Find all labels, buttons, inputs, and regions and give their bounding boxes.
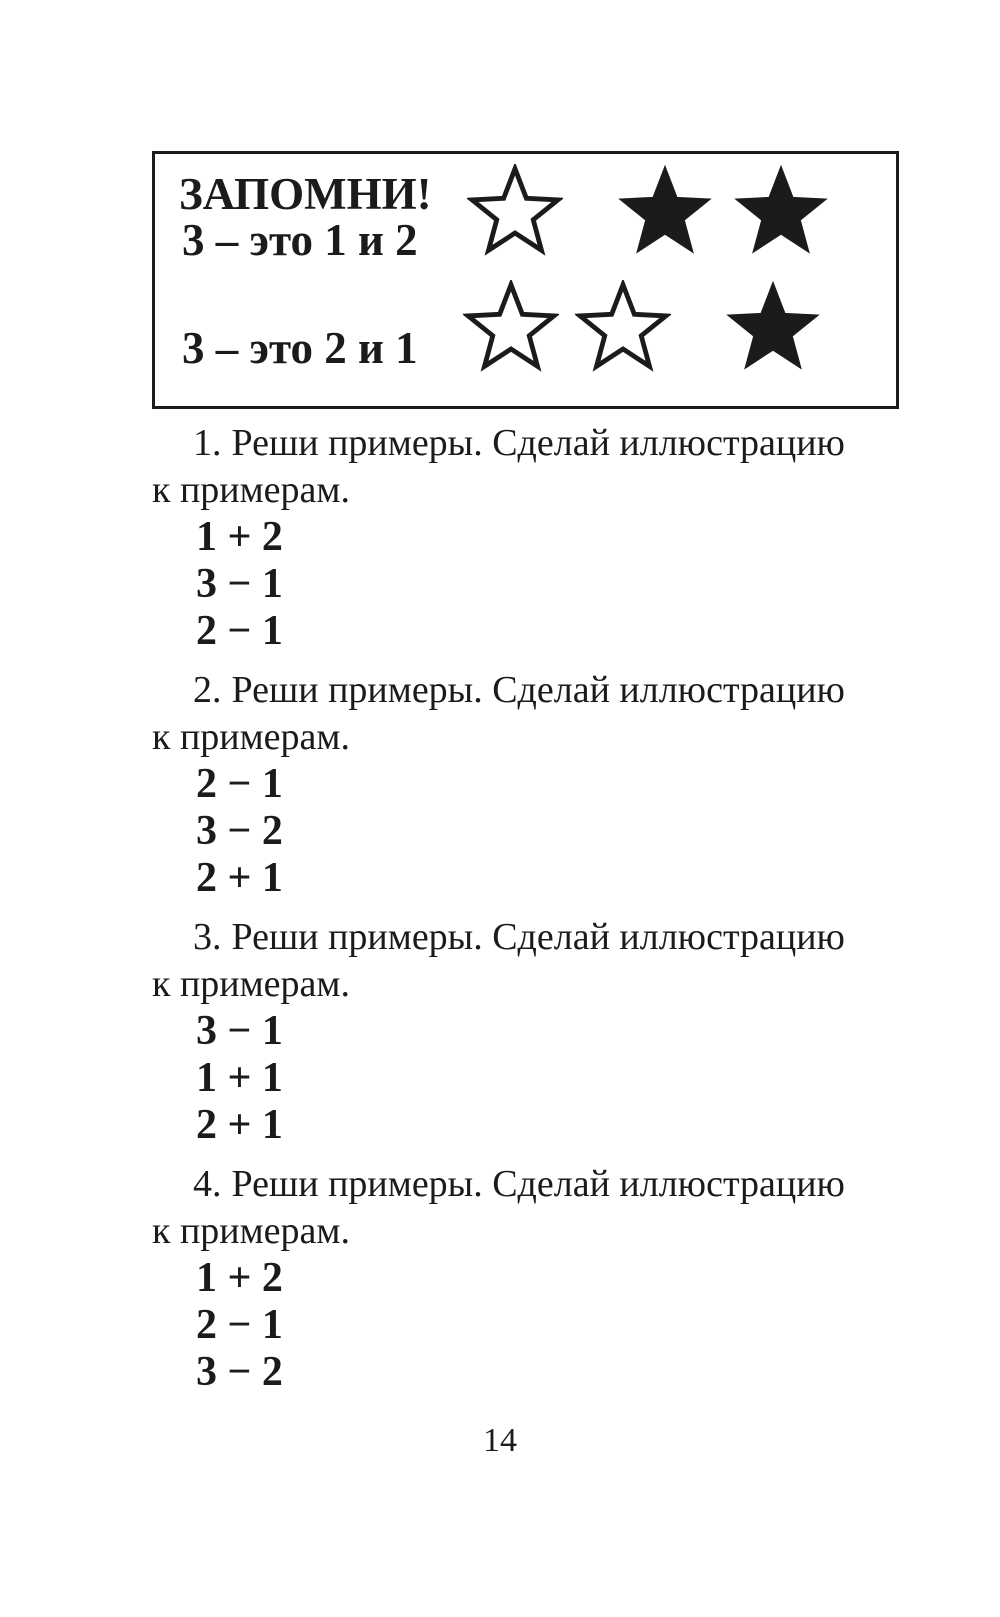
problem: 1 + 2: [196, 514, 283, 560]
problem: 2 − 1: [196, 761, 283, 807]
star-filled-icon: [617, 164, 713, 256]
problem: 3 − 2: [196, 1349, 283, 1395]
exercise-instruction-line2: к примерам.: [152, 1210, 350, 1252]
problem: 2 − 1: [196, 1302, 283, 1348]
page-number: 14: [483, 1422, 517, 1459]
exercise-3-problems: [196, 1008, 922, 1149]
exercise-instruction-line1: Реши примеры. Сделай иллюстрацию: [231, 916, 845, 958]
problem: 2 − 1: [196, 608, 283, 654]
star-outline-icon: [575, 280, 671, 372]
exercise-1-heading: [152, 420, 922, 514]
exercise-3: [152, 914, 922, 1149]
exercise-1-problems: [196, 514, 922, 655]
exercise-instruction-line1: Реши примеры. Сделай иллюстрацию: [231, 669, 845, 711]
star-filled-icon: [725, 280, 821, 372]
problem: 2 + 1: [196, 1102, 283, 1148]
exercise-number: 4.: [193, 1163, 222, 1205]
exercise-number: 1.: [193, 422, 222, 464]
star-filled-icon: [733, 164, 829, 256]
exercise-4-problems: [196, 1255, 922, 1396]
memo-fact-1: 3 – это 1 и 2: [182, 215, 418, 265]
exercise-number: 2.: [193, 669, 222, 711]
exercise-4: [152, 1161, 922, 1396]
problem: 3 − 2: [196, 808, 283, 854]
exercise-instruction-line2: к примерам.: [152, 716, 350, 758]
exercise-instruction-line1: Реши примеры. Сделай иллюстрацию: [231, 422, 845, 464]
exercise-instruction-line2: к примерам.: [152, 963, 350, 1005]
exercise-2-heading: [152, 667, 922, 761]
star-row-2: [463, 280, 821, 372]
star-row-1: [467, 164, 829, 256]
star-outline-icon: [467, 164, 563, 256]
exercise-1: [152, 420, 922, 655]
exercise-instruction-line2: к примерам.: [152, 469, 350, 511]
problem: 3 − 1: [196, 561, 283, 607]
memo-box: [152, 151, 899, 409]
exercises-list: [152, 420, 922, 1408]
problem: 2 + 1: [196, 855, 283, 901]
exercise-4-heading: [152, 1161, 922, 1255]
problem: 1 + 1: [196, 1055, 283, 1101]
problem: 3 − 1: [196, 1008, 283, 1054]
exercise-2-problems: [196, 761, 922, 902]
exercise-number: 3.: [193, 916, 222, 958]
exercise-2: [152, 667, 922, 902]
memo-title: ЗАПОМНИ!: [179, 169, 432, 219]
problem: 1 + 2: [196, 1255, 283, 1301]
exercise-3-heading: [152, 914, 922, 1008]
exercise-instruction-line1: Реши примеры. Сделай иллюстрацию: [231, 1163, 845, 1205]
memo-fact-2: 3 – это 2 и 1: [182, 323, 418, 373]
star-outline-icon: [463, 280, 559, 372]
